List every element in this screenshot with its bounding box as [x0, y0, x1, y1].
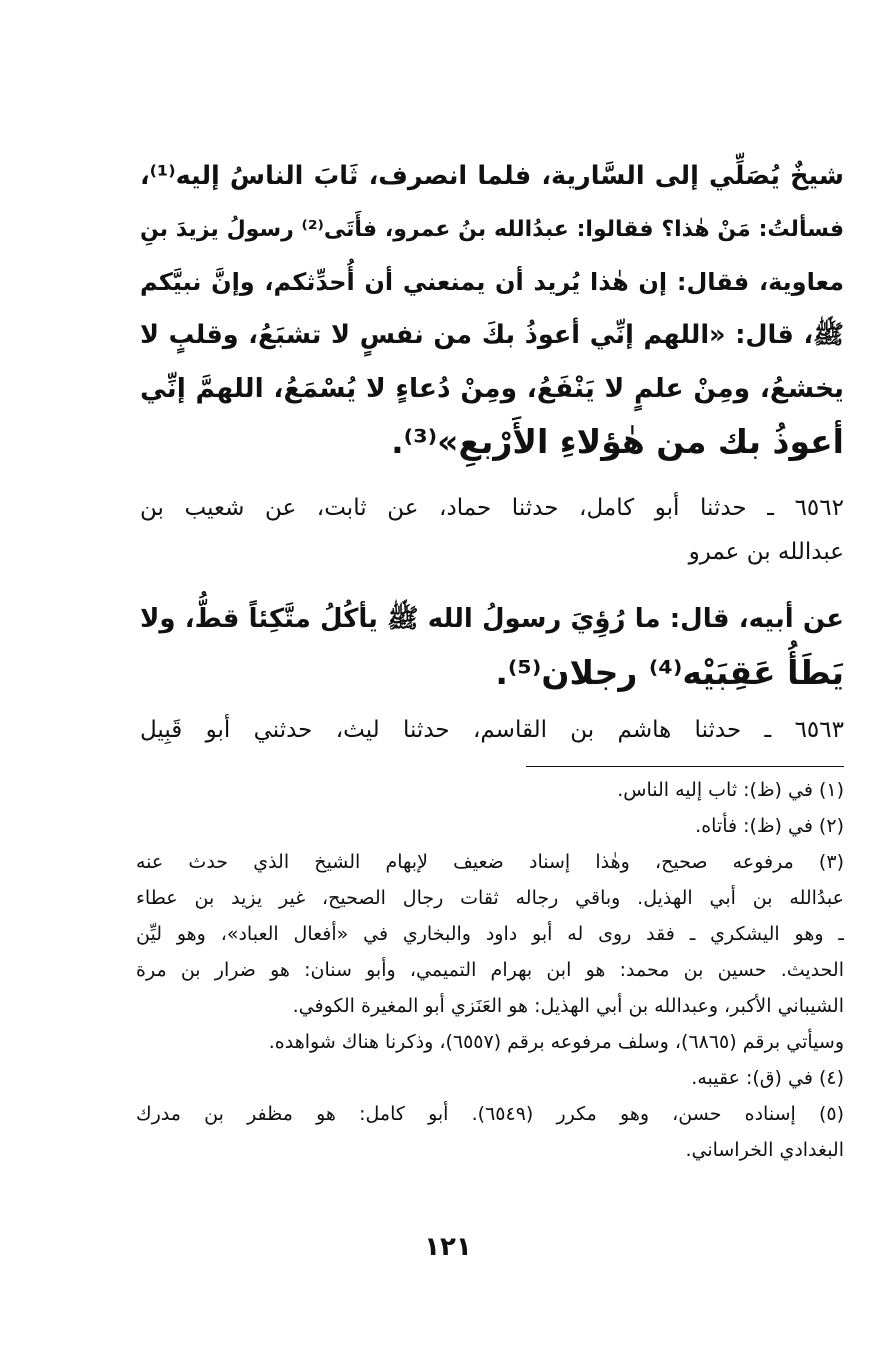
hadith-6562-isnad — [140, 486, 844, 574]
footnote-line: ـ وهو اليشكري ـ فقد روى له أبو داود والبخاري في «أفعال العباد»، وهو ليِّن — [136, 923, 844, 945]
main-line: أعوذُ بك من هٰؤلاءِ الأَرْبعِ»⁽³⁾. — [391, 422, 844, 461]
hadith-6563-isnad — [140, 708, 844, 752]
isnad-line: ٦٥٦٣ ـ حدثنا هاشم بن القاسم، حدثنا ليث، حدثني أبو قَبِيل — [140, 717, 844, 743]
footnote-line: (٢) في (ظ): فأتاه. — [695, 815, 844, 837]
footnote-line: (٤) في (ق): عقيبه. — [691, 1067, 844, 1089]
footnote-line: (١) في (ظ): ثاب إليه الناس. — [617, 779, 844, 801]
matn-line: يَطَأُ عَقِبَيْه⁽⁴⁾ رجلان⁽⁵⁾. — [495, 653, 844, 692]
footnote-line: وسيأتي برقم (٦٨٦٥)، وسلف مرفوعه برقم (٦٥٥٧)، وذكرنا هناك شواهده. — [268, 1031, 844, 1053]
footnote-line: الحديث. حسين بن محمد: هو ابن بهرام التميمي، وأبو سنان: هو ضرار بن مرة — [136, 959, 844, 981]
page-number: ١٢١ — [424, 1232, 472, 1262]
hadith-6562-matn — [140, 593, 844, 699]
isnad-line: ٦٥٦٢ ـ حدثنا أبو كامل، حدثنا حماد، عن ثابت، عن شعيب بن — [140, 495, 844, 521]
footnote-line: (٥) إسناده حسن، وهو مكرر (٦٥٤٩). أبو كامل: هو مظفر بن مدرك — [136, 1103, 844, 1125]
main-line: معاوية، فقال: إن هٰذا يُريد أن يمنعني أن أُحدِّثكم، وإنَّ نبيَّكم — [140, 268, 844, 296]
footnotes — [136, 772, 844, 1168]
footnote-line: (٣) مرفوعه صحيح، وهٰذا إسناد ضعيف لإبهام الشيخ الذي حدث عنه — [136, 851, 844, 873]
main-line: يخشعُ، ومِنْ علمٍ لا يَنْفَعُ، ومِنْ دُعاءٍ لا يُسْمَعُ، اللهمَّ إنِّي — [140, 373, 844, 404]
footnote-line: عبدُالله بن أبي الهذيل. وباقي رجاله ثقات رجال الصحيح، غير يزيد بن عطاء — [136, 887, 844, 909]
main-line: فسألتُ: مَنْ هٰذا؟ فقالوا: عبدُالله بنُ عمرو، فأَتَى⁽²⁾ رسولُ يزيدَ بنِ — [140, 217, 844, 242]
footnote-line: البغدادي الخراساني. — [685, 1139, 844, 1161]
footnote-line: الشيباني الأكبر، وعبدالله بن أبي الهذيل: هو العَنَزي أبو المغيرة الكوفي. — [292, 995, 844, 1017]
main-line: ﷺ، قال: «اللهم إنِّي أعوذُ بكَ من نفسٍ لا تشبَعُ، وقلبٍ لا — [140, 320, 844, 350]
main-text — [140, 150, 844, 468]
isnad-line: عبدالله بن عمرو — [688, 539, 844, 565]
matn-line: عن أبيه، قال: ما رُؤِيَ رسولُ الله ﷺ يأكُلُ متَّكِئاً قطُّ، ولا — [140, 604, 844, 634]
footnote-separator — [526, 766, 844, 767]
main-line: شيخٌ يُصَلِّي إلى السَّارية، فلما انصرف، ثَابَ الناسُ إليه⁽¹⁾، — [140, 161, 844, 191]
